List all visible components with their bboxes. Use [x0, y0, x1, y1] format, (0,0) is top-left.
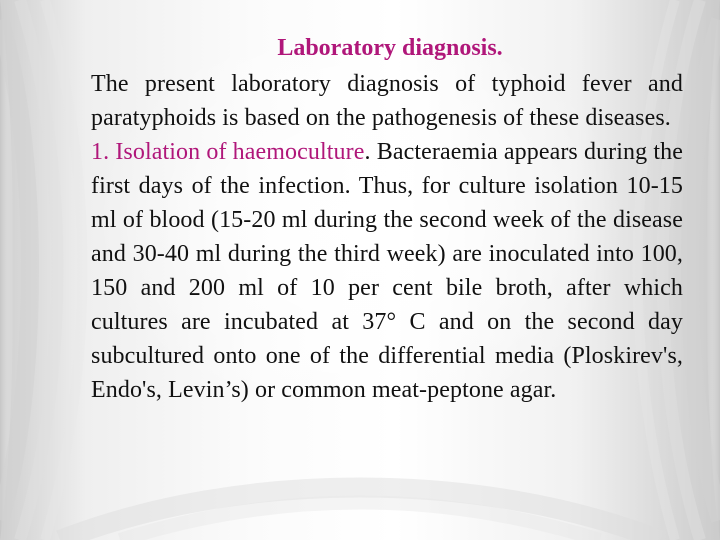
item-1-label: 1. Isolation of haemoculture [91, 139, 365, 165]
left-folds [0, 0, 83, 540]
item-1-text: . Bacteraemia appears during the first days of the infection. Thus, for culture isolation 10-15 ml of blood (15-20 ml during the second week of the disease and 30-40 ml during the third week) are inoculated into 100, 150 and 200 ml of 10 per cent bile broth, after which cultures are incubated at 37° C and on the second day subcultured onto one of the differential media (Ploskirev's, Endo's, Levin’s) or common meat-peptone agar. [91, 139, 683, 403]
item-1-paragraph [91, 135, 683, 407]
slide-body [91, 67, 683, 407]
slide-title: Laboratory diagnosis. [277, 35, 503, 61]
intro-paragraph: The present laboratory diagnosis of typhoid fever and paratyphoids is based on the pathogenesis of these diseases. [91, 71, 683, 131]
bottom-folds [60, 488, 660, 540]
